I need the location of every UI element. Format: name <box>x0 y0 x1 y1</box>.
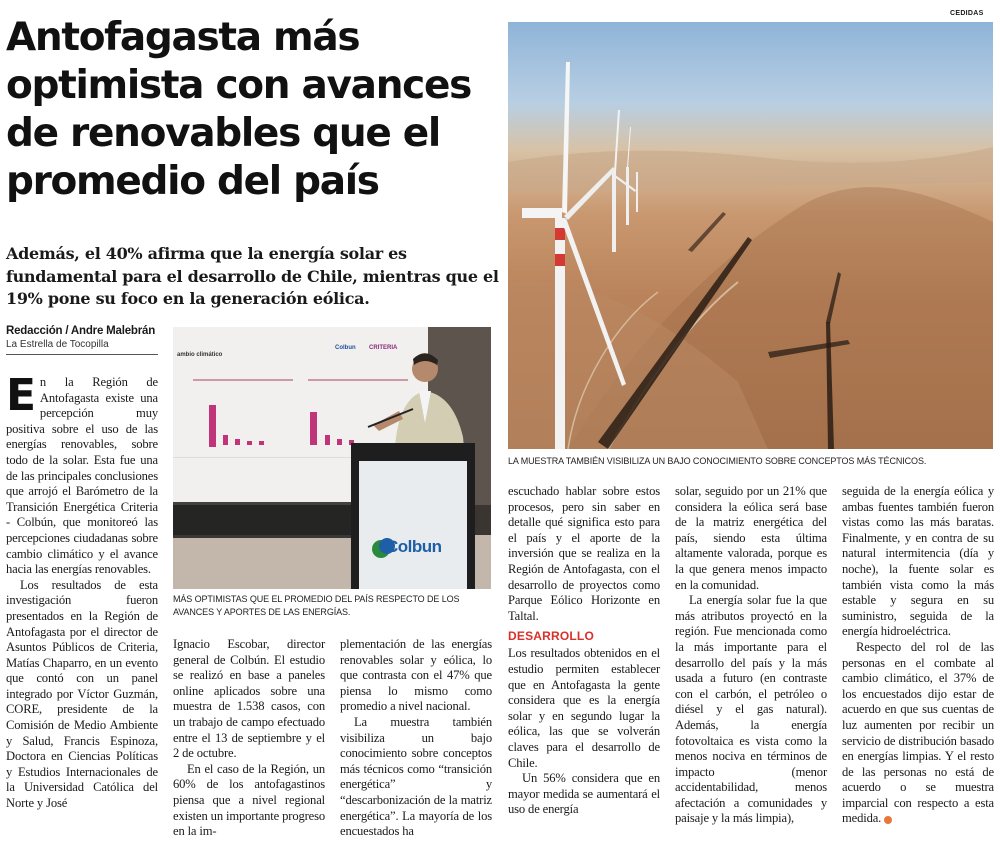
paragraph: escuchado hablar sobre estos procesos, pero sin saber en detalle qué significa esto para el país y el aporte de la inversión que se realiza en la Región de Antofagasta, con el desarrollo de proyectos como Parque Eólico Horizonte en Taltal. <box>508 484 660 623</box>
wind-farm-illustration <box>508 22 993 449</box>
final-sentence: Respecto del rol de las personas en el combate al cambio climático, el 37% de los encuestados dijo estar de acuerdo en que sus cuentas de luz aumenten por recibir un servicio de distribución basado en energías limpias. Y el resto de las personas no está de acuerdo o se muestra imparcial con respecto a esta medida. <box>842 639 994 826</box>
paragraph: La muestra también visibiliza un bajo conocimiento sobre conceptos más técnicos como “transición energética” y “descarbonización de la matriz energética”. La mayoría de los encuestados ha <box>340 714 492 839</box>
paragraph: La energía solar fue la que más atributos proyectó en la región. Fue mencionada como la más importante para el desarrollo del país y la más usada a futuro (en contraste con el carbón, el petróleo o diésel y el gas natural). Además, la energía fotovoltaica es vista como la menos nociva en términos de impacto (menor accidentabilidad, menos afectación a comunidades y paisaje y la más limpia), <box>675 593 827 826</box>
paragraph: Ignacio Escobar, director general de Colbún. El estudio se realizó en base a paneles online aplicados sobre una muestra de 1.538 casos, con un trabajo de campo efectuado entre el 13 de septiembre y el 2 de octubre. <box>173 637 325 761</box>
speaker-photo <box>173 327 491 589</box>
paragraph: solar, seguido por un 21% que considera la eólica será base de la matriz energética del país, siendo esta última altamente valorada, porque es la que genera menos impacto en la comunidad. <box>675 484 827 592</box>
byline-publication: La Estrella de Tocopilla <box>6 339 109 350</box>
body-column-2 <box>173 637 325 840</box>
speaker-illustration <box>173 327 491 589</box>
photo-credit: CEDIDAS <box>950 10 984 17</box>
podium-colbun-logo: Colbun <box>386 537 442 556</box>
slide-title: ambio climático <box>177 352 223 358</box>
body-column-6 <box>842 484 994 827</box>
paragraph: Los resultados de esta investigación fueron presentados en la Región de Antofagasta por el director de Asuntos Públicos de Criteria, Matías Chaparro, en un evento que contó con un panel integrado por Víctor Guzmán, CORE, presidente de la Comisión de Medio Ambiente y Salud, Francis Espinoza, Doctora en Ciencias Políticas y Estudios Internacionales de la Universidad Católica del Norte y José <box>6 577 158 811</box>
paragraph: Los resultados obtenidos en el estudio permiten establecer que en Antofagasta la gente considera que es la energía solar y en segundo lugar la eólica, las que se volverán claves para el desarrollo de Chile. <box>508 646 660 770</box>
paragraph: plementación de las energías renovables solar y eólica, lo que contrasta con el 47% que piensa lo mismo como promedio a nivel nacional. <box>340 637 492 714</box>
paragraph: Un 56% considera que en mayor medida se aumentará el uso de energía <box>508 771 660 817</box>
drop-cap: E <box>6 370 36 421</box>
slide-colbun-logo: Colbun <box>335 345 356 351</box>
paragraph: En el caso de la Región, un 60% de los antofagastinos piensa que a nivel regional existen un importante progreso en la im- <box>173 761 325 839</box>
end-mark-icon <box>884 816 892 824</box>
paragraph <box>842 640 994 827</box>
wind-farm-photo <box>508 22 993 449</box>
slide-criteria-logo: CRITERIA <box>369 345 398 351</box>
speaker-photo-caption: MÁS OPTIMISTAS QUE EL PROMEDIO DEL PAÍS RESPECTO DE LOS AVANCES Y APORTES DE LAS ENERGÍAS. <box>173 594 460 617</box>
body-column-5 <box>675 484 827 827</box>
headline: Antofagasta más optimista con avances de renovables que el promedio del país <box>6 15 472 204</box>
paragraph: n la Región de Antofagasta existe una percepción muy positiva sobre el uso de las energías renovables, sobre todo de la solar. Esta fue una de las principales conclusiones que arrojó el Barómetro de la Transición Energética Criteria - Colbún, que monitoreó las percepciones ciudadanas sobre cambio climático y el avance hacia las energías renovables. <box>6 375 158 577</box>
body-column-1 <box>6 370 158 812</box>
deck-subheading: Además, el 40% afirma que la energía solar es fundamental para el desarrollo de Chile, mientras que el 19% pone su foco en la generación eólica. <box>6 244 499 308</box>
byline <box>6 324 158 355</box>
body-column-4 <box>508 484 660 818</box>
body-column-3 <box>340 637 492 840</box>
byline-author: Redacción / Andre Malebrán <box>6 325 156 337</box>
section-heading: DESARROLLO <box>508 629 594 644</box>
paragraph: seguida de la energía eólica y ambas fuentes también fueron vistas como las más baratas. Finalmente, y en contra de su natural intermitencia (día y noche), la fuente solar es también vista como la más estable y segura en su suministro, seguida de la energía hidroeléctrica. <box>842 484 994 639</box>
wind-photo-caption: LA MUESTRA TAMBIÉN VISIBILIZA UN BAJO CONOCIMIENTO SOBRE CONCEPTOS MÁS TÉCNICOS. <box>508 456 927 466</box>
